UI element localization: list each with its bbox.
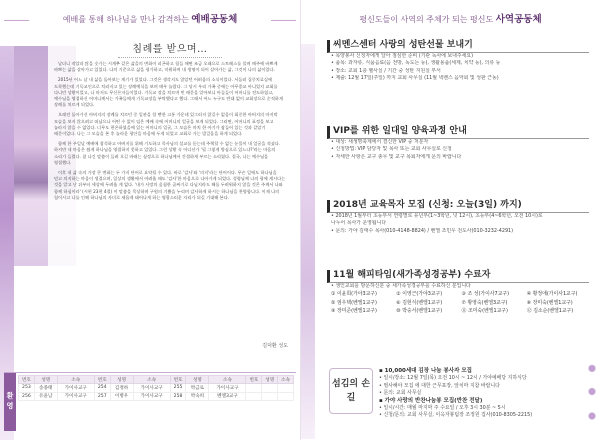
welcome-header-cell: 번호: [246, 376, 262, 384]
notice-line: • 생인교회를 방문하신분 중 새가족성경공부를 수료하신 분입니다: [331, 283, 471, 289]
table-cell: 가이사교구: [133, 392, 170, 401]
testimony-article: [48, 34, 292, 354]
serving-item-line: • 일시/장소: 12월 7일(목) 오전 10시 ~ 12시 / 가야예배당 지하식당: [379, 375, 527, 382]
right-header: [301, 12, 600, 28]
graduate-name: ① 이윤희(가야3교구): [331, 291, 377, 298]
welcome-header-cell: 소속: [278, 376, 294, 384]
graduate-name: ⑪ 조미숙(벤엘1교구): [461, 308, 508, 315]
serving-item-line: • 일시/시간: 매월 마지막 주 수요일 / 오후 3시 30분 ~ 5시: [379, 405, 506, 412]
notice-line: • 품목: 과자류, 식품음료(음 전방, 독도는 등), 생활용품(세제, 치약 등), 의류 등: [331, 60, 501, 67]
table-cell: 253: [19, 384, 35, 393]
serving-hands-label: 섬김의 손길: [329, 368, 373, 414]
welcome-header-cell: 성명: [186, 376, 209, 384]
article-paragraph: 2015년 어느 날 내 삶을 돌아보는 계기가 있었다. 그것은 생각지도 않았던 어려움의 소식이었다. 서둘러 집중치료실에 도착했는데 기독교인으로 치러지고 있는 장례예식을 보며 매우 놀랐다. 그 당시 우리 가족 중에는 아무종교 아니었지 교회를 다니던 상황이었고, 나 마저도 무신론자들이었다. 기독교 장을 치르며 빈 때문을 알아보니 아들들이 어머니를 전도하였고, 예수님을 영접하신 어머니께서는 가족들에게 기독교장을 부탁했다고 했다. 그래서 어느 누구도 반대 없이 교회장으로 순적하게 장례를 치르게 되었다.: [54, 77, 283, 108]
notice-line: • 2018년 1월부터 초등부서 연령별로 유년부(1~3학년, 넛 12시), 초등부(4~6학년, 오전 10시)로: [331, 213, 543, 219]
left-header: [0, 12, 300, 28]
article-paragraph: 함께 한 주일날 예배에 참석하고 아버지를 위해 기도하고 목사님의 설교를 듣는데 주책할 수 없는 눈물이 내 얼굴을 적셨다. 하지만 내 마음은 쉽게 하나님을 영접하지 못하고 있었다. 그런 상황 속 어디선가 '될 그렇게 방심으로 있느냐?'라는 마음의 소리가 들렸다. 참 나긴 말씀이 들려 오길 바래는 심정으로 하나님께서 간절하게 부르는 소리였다. 결국, 나는 예수님을 영접했다.: [54, 141, 281, 165]
table-cell: 유윤남: [34, 392, 57, 401]
graduate-name: ⑧ 장미숙(벤엘1교구): [526, 299, 573, 306]
notice-vip: [327, 126, 589, 161]
notice-education: [327, 200, 589, 235]
graduate-name: ④ 황정애(가이사1교구): [526, 291, 578, 298]
serving-hands-list: [379, 368, 587, 420]
welcome-section: [4, 372, 296, 430]
graduate-name: ⑤ 엄우택(벤엘1교구): [331, 299, 377, 306]
right-header-title: 사역공동체: [495, 14, 542, 25]
serving-item-line: • 문의: 교회 사무실: [379, 390, 422, 397]
notice-graduates: [327, 270, 589, 316]
article-title: 침례를 받으며…: [54, 40, 286, 55]
graduate-name: ⑦ 황영숙(벤엘3교구): [461, 299, 508, 306]
graduate-name: ⑥ 김현식(벤엘1교구): [396, 299, 443, 306]
welcome-header-cell: 성명: [262, 376, 278, 384]
welcome-header-cell: 소속: [209, 376, 246, 384]
notice-line: • 문의: 가야 김태수 목사(010-4148-8824) / 벤엘 조민우 전도사(010-3232-4291): [331, 227, 514, 234]
table-cell: 박금로: [186, 384, 209, 393]
table-cell: 256: [19, 392, 35, 401]
graduate-name: ③ 조 성(가이사7교구): [461, 291, 509, 298]
table-cell: 255: [170, 384, 186, 393]
graduate-name: ⑩ 박숭서(벤엘1교구): [396, 308, 443, 315]
table-cell: [278, 392, 294, 401]
right-page: [300, 0, 600, 440]
notice-title: VIP를 위한 일대일 양육과정 안내: [327, 126, 589, 139]
table-cell: [262, 384, 278, 393]
table-cell: 이병우: [110, 392, 133, 401]
table-row: [19, 384, 294, 393]
table-cell: [246, 384, 262, 393]
flower-decoration: [586, 360, 598, 430]
article-body: [54, 61, 286, 201]
table-cell: 김정하: [110, 384, 133, 393]
notice-line: • 제출: 12월 17일(주일) 까지 교회 사무실 (11월 넥밴스 음악회 및 성판 근동): [331, 75, 499, 82]
notice-title: 11월 해피타임(새가족성경공부) 수료자: [327, 270, 589, 283]
table-cell: 가이사교구: [133, 384, 170, 393]
notice-title: 씨멘스센터 사랑의 성탄선물 보내기: [327, 40, 589, 53]
welcome-label: 환영: [4, 373, 16, 431]
welcome-header-cell: 번호: [19, 376, 35, 384]
table-cell: 가이사교구: [57, 392, 94, 401]
notice-line: • 신청방법: VIP 담당자 및 목사 또는 교회 사무실로 신청: [331, 146, 452, 153]
table-cell: 가이사교구: [209, 384, 246, 393]
notice-title: 2018년 교육목자 모집 (신청: 오늘(3일) 까지): [327, 200, 589, 213]
welcome-header-cell: 성명: [34, 376, 57, 384]
welcome-header-cell: 번호: [94, 376, 110, 384]
serving-item-title: ▪ 10,000세대 김장 나눔 봉사자 모집: [379, 368, 472, 374]
left-header-title: 예배공동체: [191, 14, 238, 25]
graduate-name: ⑨ 장미준(벤엘1교구): [331, 308, 377, 315]
welcome-table: [18, 375, 294, 401]
article-paragraph: 이후 내 삶 속의 가장 큰 변화는 두 가지 단어로 요약될 수 있다. 바로 '감사'와 '의지'라는 단어이다. 무슨 일에도 하나님을 믿고 의지하는 마음이 생겼으며, 일상의 생활에서 어려울 때도 '감사'한 마음으로 나아가게 되었다. 성령님께 나의 평에 계시다는 것을 알고 난 뒤부터 세상에 두려울 게 없다. '내가 사망의 음침한 골짜기로 다닐지라도 해를 두려워하지 않을 것은 주께서 나와 함께 하심이라' (시편 23편 4절) 이 말씀을 묵상하며 구원의 기쁨을 누리며 감사하게 하시는 하나님을 찬양합니다. 이제 나의 힘이시고 나를 인해 하나님의 자녀로 새롭게 태어나게 하는 영광스러운 자리가 되길 기대해 본다.: [54, 170, 286, 200]
notice-line: • 장소: 교회 1층 헬사실 / 기간 중 성탄 지원실 부서: [331, 67, 441, 74]
notice-siemens: [327, 40, 589, 83]
welcome-header-cell: 소속: [57, 376, 94, 384]
table-cell: 박숙희: [186, 392, 209, 401]
graduate-name: ⑫ 김소순(벤엘1교구): [526, 308, 574, 315]
graduate-list: [327, 290, 589, 316]
article-paragraph: 날더니 작았과 많을 숫가는 시계추 같은 삶을의 변화이 피곤하고 힘들 때면 조금 오래으로 스트레스를 풀며 매주에 바쁘게 바쁘는 삶을 살아가고 있었다. 나의 기준으로 삶을 평가하고, 미워하며 내 생명이 되어 살아가는 삶, 그것이 나의 삶이었다.: [54, 61, 278, 73]
table-cell: 벤엘3교구: [209, 392, 246, 401]
notice-line: 나누어 목사가 운영됩니다: [331, 220, 387, 227]
serving-item-line: • 필사해야 모집 에 대한 근무포장, 앞치마 지참 바랍니다: [379, 382, 500, 389]
notice-line: • 목양봉사 신청자에게 달아 점심한 준비 (기관 독사에 보내주세요): [331, 53, 473, 59]
table-cell: 257: [94, 392, 110, 401]
table-cell: [262, 392, 278, 401]
graduate-name: ② 이영근(가야3교구): [396, 291, 443, 298]
table-cell: 258: [170, 392, 186, 401]
notice-line: • 자세한 사항은 교구 총무 및 교구 목회자에게 문의 바랍니다: [331, 153, 462, 160]
serving-item-line: • 신청/문의: 교회 사무실, 이옥자봉팀장 조정원 집사(010-8305-2215): [379, 412, 533, 419]
table-cell: [278, 384, 294, 393]
left-header-prefix: 예배를 통해 하나님을 만나 감격하는: [62, 15, 189, 24]
notice-line: • 대상: 새생명축제에서 결신한 VIP 중 처분자: [331, 139, 429, 145]
welcome-header-cell: 성명: [110, 376, 133, 384]
article-paragraph: 오래전 돌아가신 아버지의 장례를 치르던 중 일관을 할 뻔한 고통 가운데 있그러지 않길수 없음이 회중한 아버지의 마지막 모습을 보지 않으려고 떠났으나 어떤 수 없이 임은 예배 속에 어머니의 얼굴을 보게 되었다. 그러면, 어머니의 표정을 보고 놀라지 않을 수 없었다. 너무도 편온하였을에 있는 어머니의 얼굴, 그 모습은 마치 한 아기가 잠들어 있는 것과 같았기 때문이었다. 나는 그 모습을 본 후 놀라운 평안을 마음에 두게 되었고 교회로 가는 발걸음을 하게 되었다.: [54, 112, 278, 137]
serving-item-title: ▪ 가야 사랑의 반찬나눔봉 모집(반찬 전달): [379, 397, 483, 404]
table-cell: [246, 392, 262, 401]
welcome-header-cell: 소속: [133, 376, 170, 384]
table-cell: 가이사교구: [57, 384, 94, 393]
table-cell: 송종태: [34, 384, 57, 393]
welcome-header-cell: 번호: [170, 376, 186, 384]
table-row: [19, 392, 294, 401]
right-header-prefix: 평신도들이 사역의 주체가 되는 평신도: [359, 15, 494, 24]
decorative-strip: [301, 44, 315, 439]
table-cell: 254: [94, 384, 110, 393]
article-author: 김덕환 성도: [262, 343, 288, 349]
